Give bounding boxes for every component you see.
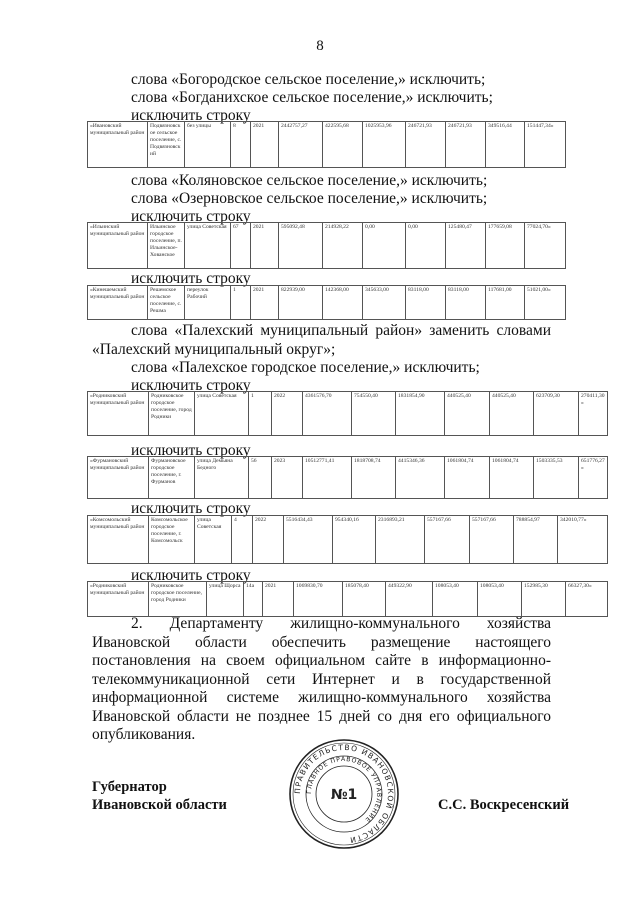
table-cell: 8 xyxy=(231,122,251,168)
table-cell: «Родниковский муниципальный район xyxy=(88,392,149,436)
table-cell: 1069830,70 xyxy=(294,582,343,617)
table-row xyxy=(88,582,608,617)
table-cell: 822939,00 xyxy=(279,286,323,320)
table-cell: 14а xyxy=(244,582,263,617)
table-cell: без улицы xyxy=(185,122,231,168)
table-cell: 83118,00 xyxy=(446,286,486,320)
table-cell: 152985,30 xyxy=(522,582,566,617)
table-cell: 2021 xyxy=(263,582,294,617)
table-row xyxy=(88,122,566,168)
table-cell: 246721,93 xyxy=(446,122,486,168)
data-table-row-3 xyxy=(87,285,566,320)
table-cell: Родниковское городское поселение, город Родники xyxy=(149,392,195,436)
table-cell: 954340,16 xyxy=(333,516,376,564)
table-cell: 1503335,53 xyxy=(534,457,579,499)
table-cell: 2442757,27 xyxy=(279,122,323,168)
table-cell: 5516434,43 xyxy=(284,516,333,564)
table-cell: «Ивановский муниципальный район xyxy=(88,122,148,168)
table-cell: 440525,40 xyxy=(490,392,534,436)
table-cell: Решемское сельское поселение, с. Решма xyxy=(148,286,185,320)
table-cell: 4 xyxy=(232,516,253,564)
table-cell: 142368,00 xyxy=(323,286,363,320)
table-row xyxy=(88,457,608,499)
data-table-row-2 xyxy=(87,222,566,269)
table-cell: 83118,00 xyxy=(406,286,446,320)
table-cell: 788854,97 xyxy=(514,516,558,564)
table-cell: 440525,40 xyxy=(445,392,490,436)
table-row xyxy=(88,286,566,320)
table-cell: 349516,44 xyxy=(486,122,525,168)
table-cell: 108053,40 xyxy=(478,582,522,617)
svg-text:ГЛАВНОЕ ПРАВОВОЕ УПРАВЛЕНИЕ: ГЛАВНОЕ ПРАВОВОЕ УПРАВЛЕНИЕ xyxy=(305,755,383,824)
data-table-row-5 xyxy=(87,456,608,499)
table-cell: 2021 xyxy=(251,286,279,320)
table-cell: 151447,34» xyxy=(525,122,566,168)
instruction-line: слова «Богородское сельское поселение,» исключить; xyxy=(131,71,486,88)
table-cell: 270411,30» xyxy=(579,392,608,436)
table-cell: 1025953,96 xyxy=(363,122,406,168)
instruction-paragraph: слова «Палехский муниципальный район» заменить словами «Палехский муниципальный округ»; xyxy=(92,322,551,358)
table-cell: 0,00 xyxy=(406,223,446,269)
instruction-line: исключить строку xyxy=(131,442,251,459)
table-cell: 345633,00 xyxy=(363,286,406,320)
table-cell: 342010,77» xyxy=(558,516,608,564)
table-cell: «Фурмановский муниципальный район xyxy=(88,457,149,499)
table-cell: 66327,30» xyxy=(566,582,608,617)
table-cell: улица Щорса xyxy=(207,582,244,617)
signatory-title-line2: Ивановской области xyxy=(92,797,227,813)
table-cell: Комсомольское городское поселение, г. Комсомольск xyxy=(149,516,195,564)
data-table-row-1 xyxy=(87,121,566,168)
paragraph-2: 2. Департаменту жилищно-коммунального хозяйства Ивановской области обеспечить размещение настоящего постановления на своем официальном сайте в информационно-телекоммуникационной сети Интернет и в государственной информационной системе жилищно-коммунального хозяйства Ивановской области не позднее 15 дней со дня его официального опубликования. xyxy=(92,615,551,743)
table-cell: 557167,66 xyxy=(470,516,514,564)
table-cell: улица Демьяна Бедного xyxy=(195,457,249,499)
table-cell: 557167,66 xyxy=(425,516,470,564)
table-cell: 1 xyxy=(249,392,272,436)
table-cell: 1831854,90 xyxy=(396,392,445,436)
table-cell: 1061804,74 xyxy=(445,457,490,499)
table-cell: 51021,00» xyxy=(525,286,566,320)
table-row xyxy=(88,223,566,269)
table-cell: «Комсомольский муниципальный район xyxy=(88,516,149,564)
table-cell: 214928,22 xyxy=(323,223,363,269)
table-cell: 651776,27» xyxy=(579,457,608,499)
table-cell: 185078,40 xyxy=(343,582,386,617)
signatory-title xyxy=(92,778,227,814)
instruction-line: слова «Богданихское сельское поселение,» исключить; xyxy=(131,89,493,106)
table-cell: Ильинское городское поселение, п. Ильинское-Хованское xyxy=(148,223,185,269)
table-cell: 422595,68 xyxy=(323,122,363,168)
table-cell: 623709,30 xyxy=(534,392,579,436)
table-cell: Фурмановское городское поселение, г. Фурманов xyxy=(149,457,195,499)
table-cell: 117681,00 xyxy=(486,286,525,320)
table-cell: 10512771,41 xyxy=(303,457,352,499)
table-cell: 56 xyxy=(249,457,272,499)
table-row xyxy=(88,516,608,564)
table-cell: Подвязновское сельское поселение, с. Подвязновский xyxy=(148,122,185,168)
table-cell: 1061804,74 xyxy=(490,457,534,499)
instruction-line: исключить строку xyxy=(131,500,251,517)
table-cell: улица Советская xyxy=(185,223,231,269)
table-cell: улица Советская xyxy=(195,392,249,436)
table-cell: «Ильинский муниципальный район xyxy=(88,223,148,269)
signatory-name: С.С. Воскресенский xyxy=(438,797,570,813)
instruction-line: слова «Палехское городское поселение,» исключить; xyxy=(131,359,480,376)
instruction-line: слова «Коляновское сельское поселение,» исключить; xyxy=(131,172,488,189)
page-number: 8 xyxy=(316,38,324,54)
table-cell: 4415346,36 xyxy=(396,457,445,499)
table-cell: 125480,47 xyxy=(446,223,486,269)
table-cell: 1 xyxy=(231,286,251,320)
table-cell: Родниковское городское поселение, город Родники xyxy=(149,582,207,617)
instruction-line: слова «Озерновское сельское поселение,» исключить; xyxy=(131,190,488,207)
table-cell: 246721,93 xyxy=(406,122,446,168)
table-cell: 2023 xyxy=(272,457,303,499)
table-cell: «Кинешемский муниципальный район xyxy=(88,286,148,320)
instruction-line: исключить строку xyxy=(131,270,251,287)
table-cell: 2021 xyxy=(251,122,279,168)
table-cell: «Родниковский муниципальный район xyxy=(88,582,149,617)
table-cell: 0,00 xyxy=(363,223,406,269)
table-cell: улица Советская xyxy=(195,516,232,564)
table-cell: 449322,90 xyxy=(386,582,433,617)
instruction-line: исключить строку xyxy=(131,208,251,225)
instruction-line: исключить строку xyxy=(131,567,251,584)
table-cell: 2022 xyxy=(272,392,303,436)
instruction-line: исключить строку xyxy=(131,107,251,124)
table-cell: 2022 xyxy=(253,516,284,564)
table-row xyxy=(88,392,608,436)
table-cell: 108053,40 xyxy=(433,582,478,617)
table-cell: 77024,70» xyxy=(525,223,566,269)
seal-number: №1 xyxy=(330,787,358,803)
table-cell: 4361576,70 xyxy=(303,392,352,436)
table-cell: 177659,08 xyxy=(486,223,525,269)
table-cell: 1818708,74 xyxy=(352,457,396,499)
table-cell: 2316893,21 xyxy=(376,516,425,564)
table-cell: 595092,48 xyxy=(279,223,323,269)
data-table-row-7 xyxy=(87,581,608,617)
data-table-row-6 xyxy=(87,515,608,564)
table-cell: 2021 xyxy=(251,223,279,269)
data-table-row-4 xyxy=(87,391,608,436)
svg-text:ПРАВИТЕЛЬСТВО ИВАНОВСКОЙ ОБЛАС: ПРАВИТЕЛЬСТВО ИВАНОВСКОЙ ОБЛАСТИ xyxy=(292,742,396,845)
official-seal-icon xyxy=(288,738,400,850)
signatory-title-line1: Губернатор xyxy=(92,779,167,795)
table-cell: 67 xyxy=(231,223,251,269)
table-cell: переулок Рабочий xyxy=(185,286,231,320)
instruction-line: исключить строку xyxy=(131,377,251,394)
table-cell: 754550,40 xyxy=(352,392,396,436)
